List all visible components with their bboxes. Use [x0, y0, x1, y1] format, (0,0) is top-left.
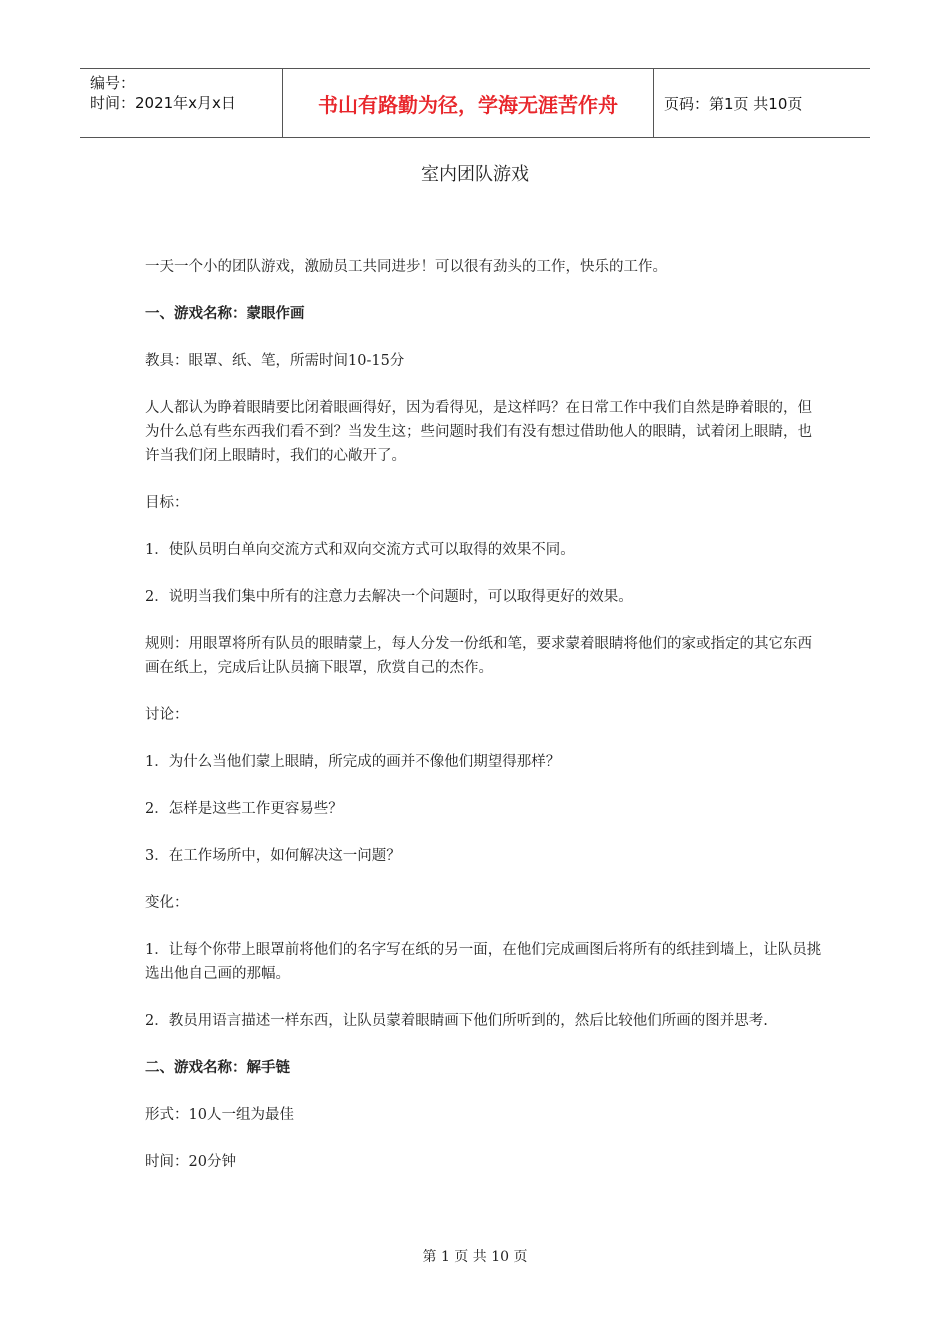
- page-footer: 第 1 页 共 10 页: [422, 1249, 528, 1265]
- header-meta: [80, 69, 282, 137]
- document-body: [145, 255, 825, 1197]
- paragraph: 2．教员用语言描述一样东西，让队员蒙着眼睛画下他们所听到的，然后比较他们所画的图并思考.: [145, 1013, 768, 1029]
- paragraph: 1．使队员明白单向交流方式和双向交流方式可以取得的效果不同。: [145, 542, 575, 558]
- paragraph: 讨论：: [145, 707, 189, 723]
- paragraph: 目标：: [145, 495, 189, 511]
- paragraph: 教具：眼罩、纸、笔，所需时间10-15分: [145, 353, 405, 369]
- paragraph: 2．说明当我们集中所有的注意力去解决一个问题时，可以取得更好的效果。: [145, 589, 633, 605]
- paragraph: 人人都认为睁着眼睛要比闭着眼画得好，因为看得见，是这样吗？在日常工作中我们自然是睁着眼的，但为什么总有些东西我们看不到？当发生这；些问题时我们有没有想过借助他人的眼睛，试着闭上眼睛，也许当我们闭上眼睛时，我们的心敞开了。: [145, 400, 812, 464]
- page-header: [80, 68, 870, 138]
- paragraph: 1．让每个你带上眼罩前将他们的名字写在纸的另一面，在他们完成画图后将所有的纸挂到墙上，让队员挑选出他自己画的那幅。: [145, 942, 822, 982]
- paragraph: 一天一个小的团队游戏，激励员工共同进步！可以很有劲头的工作，快乐的工作。: [145, 259, 667, 275]
- paragraph: 时间：20分钟: [145, 1154, 236, 1170]
- document-number-label: 编号：: [90, 74, 136, 92]
- paragraph: 规则：用眼罩将所有队员的眼睛蒙上，每人分发一份纸和笔，要求蒙着眼睛将他们的家或指定的其它东西画在纸上，完成后让队员摘下眼罩，欣赏自己的杰作。: [145, 636, 812, 676]
- paragraph: 形式：10人一组为最佳: [145, 1107, 294, 1123]
- paragraph: 变化：: [145, 895, 189, 911]
- document-date: 时间：2021年x月x日: [90, 94, 236, 112]
- section-heading: 一、游戏名称：蒙眼作画: [145, 305, 305, 322]
- header-motto: 书山有路勤为径，学海无涯苦作舟: [282, 69, 654, 137]
- paragraph: 2．怎样是这些工作更容易些？: [145, 801, 343, 817]
- section-heading: 二、游戏名称：解手链: [145, 1059, 290, 1076]
- paragraph: 3．在工作场所中，如何解决这一问题？: [145, 848, 401, 864]
- document-title: 室内团队游戏: [421, 164, 529, 185]
- header-page-info: 页码：第1页 共10页: [664, 94, 803, 113]
- paragraph: 1．为什么当他们蒙上眼睛，所完成的画并不像他们期望得那样？: [145, 754, 561, 770]
